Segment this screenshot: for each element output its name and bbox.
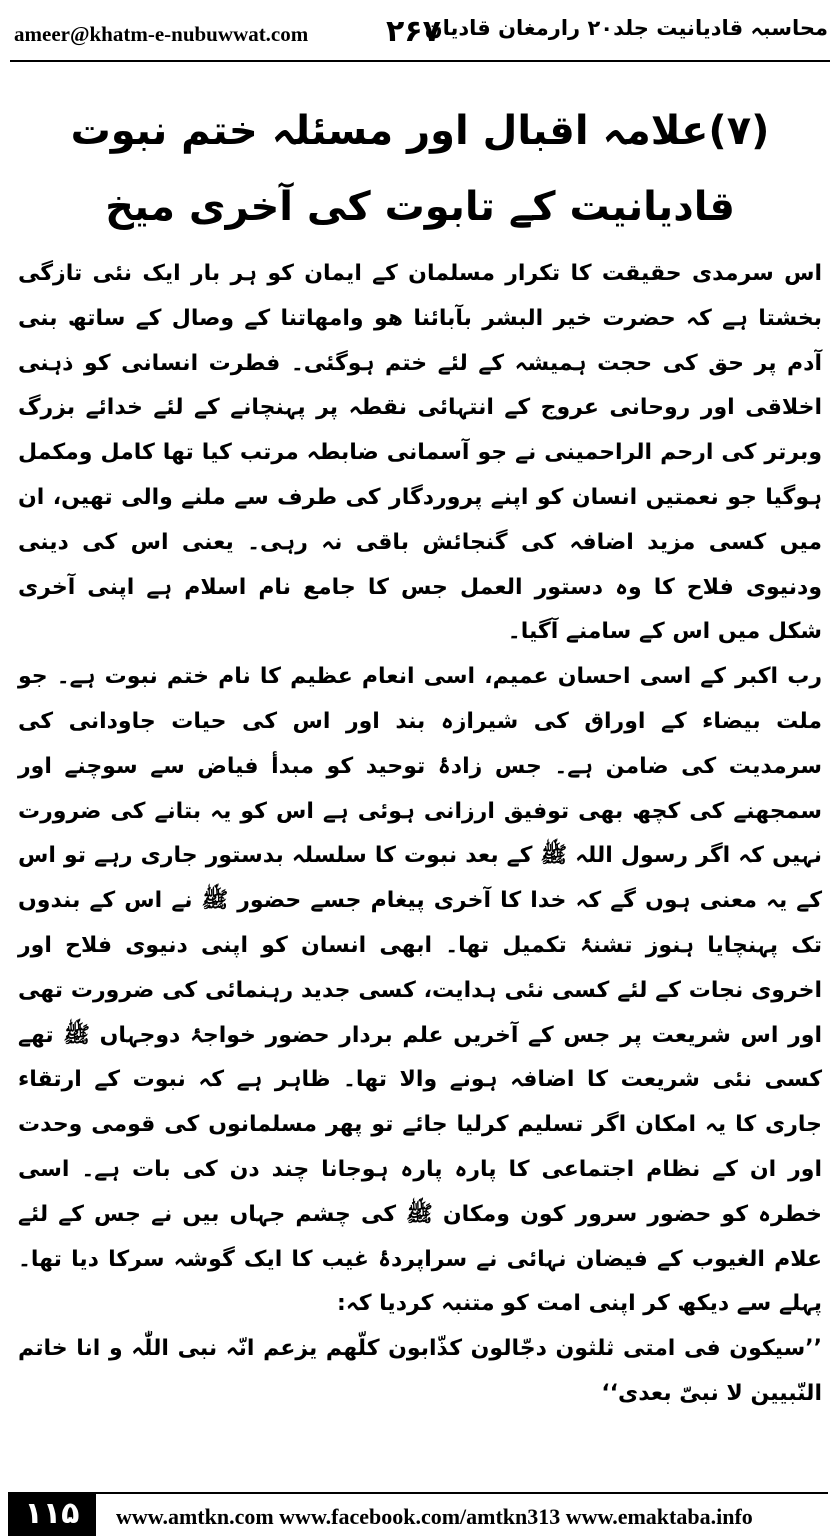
header-divider	[10, 60, 830, 62]
page-header	[0, 0, 840, 62]
paragraph-1: اس سرمدی حقیقت کا تکرار مسلمان کے ایمان کو ہر بار ایک نئی تازگی بخشتا ہے کہ حضرت خیر البشر بآبائنا ھو وامھاتنا کے وصال کے ساتھ بنی آدم پر حق کی حجت ہمیشہ کے لئے ختم ہوگئی۔ فطرت انسانی کو ذہنی اخلاقی اور روحانی عروج کے انتہائی نقطہ پر پہنچانے کے لئے خدائے بزرگ وبرتر کی ارحم الراحمینی نے جو آسمانی ضابطہ مرتب کیا تھا کامل ومکمل ہوگیا جو نعمتیں انسان کو اپنے پروردگار کی طرف سے ملنے والی تھیں، ان میں کسی مزید اضافہ کی گنجائش باقی نہ رہی۔ یعنی اس کی دینی ودنیوی فلاح کا وہ دستور العمل جس کا جامع نام اسلام ہے اپنی آخری شکل میں اس کے سامنے آگیا۔	[18, 261, 822, 645]
chapter-title: (۷)علامہ اقبال اور مسئلہ ختم نبوت	[70, 108, 770, 154]
footer-links: www.amtkn.com www.facebook.com/amtkn313 www.emaktaba.info	[116, 1504, 753, 1529]
hadith-quote: ’’سیکون فی امتی ثلثون دجّالون کذّابون کلّھم یزعم انّہ نبی اللّٰہ و انا خاتم النّبیین لا نبیّ بعدی‘‘	[18, 1336, 822, 1406]
body-text	[18, 252, 822, 1417]
header-book-title: محاسبہ قادیانیت جلد۲۰ رارمغان قادیان	[424, 16, 828, 40]
footer-divider	[96, 1492, 828, 1494]
paragraph-2: رب اکبر کے اسی احسان عمیم، اسی انعام عظیم کا نام ختم نبوت ہے۔ جو ملت بیضاء کے اوراق کی شیرازہ بند اور اس کی حیات جاودانی کی سرمدیت کی ضامن ہے۔ جس زادۂ توحید کو مبدأ فیاض سے سوچنے اور سمجھنے کی کچھ بھی توفیق ارزانی ہوئی ہے اس کو یہ بتانے کی ضرورت نہیں کہ اگر رسول اللہ ﷺ کے بعد نبوت کا سلسلہ بدستور جاری رہے تو اس کے یہ معنی ہوں گے کہ خدا کا آخری پیغام جسے حضور ﷺ نے اس کے بندوں تک پہنچایا ہنوز تشنۂ تکمیل تھا۔ ابھی انسان کو اپنی دنیوی فلاح اور اخروی نجات کے لئے کسی نئی ہدایت، کسی جدید رہنمائی کی ضرورت تھی اور اس شریعت پر جس کے آخریں علم بردار حضور خواجۂ دوجہاں ﷺ تھے کسی نئی شریعت کا اضافہ ہونے والا تھا۔ ظاہر ہے کہ نبوت کے ارتقاء جاری کا یہ امکان اگر تسلیم کرلیا جائے تو پھر مسلمانوں کی قومی وحدت اور ان کے نظام اجتماعی کا پارہ پارہ ہوجانا چند دن کی بات ہے۔ اسی خطرہ کو حضور سرور کون ومکان ﷺ کی چشم جہاں بیں نے جس کے لئے علام الغیوب کے فیضان نہائی نے سراپردۂ غیب کا ایک گوشہ سرکا دیا تھا۔ پہلے سے دیکھ کر اپنی امت کو متنبہ کردیا کہ:	[18, 664, 822, 1317]
page-footer	[0, 1488, 840, 1540]
footer-page-number: ۱۱۵	[8, 1492, 96, 1536]
chapter-subtitle: قادیانیت کے تابوت کی آخری میخ	[105, 184, 735, 230]
header-email: ameer@khatm-e-nubuwwat.com	[14, 22, 309, 46]
header-page-number: ۲۶۷	[386, 14, 441, 49]
